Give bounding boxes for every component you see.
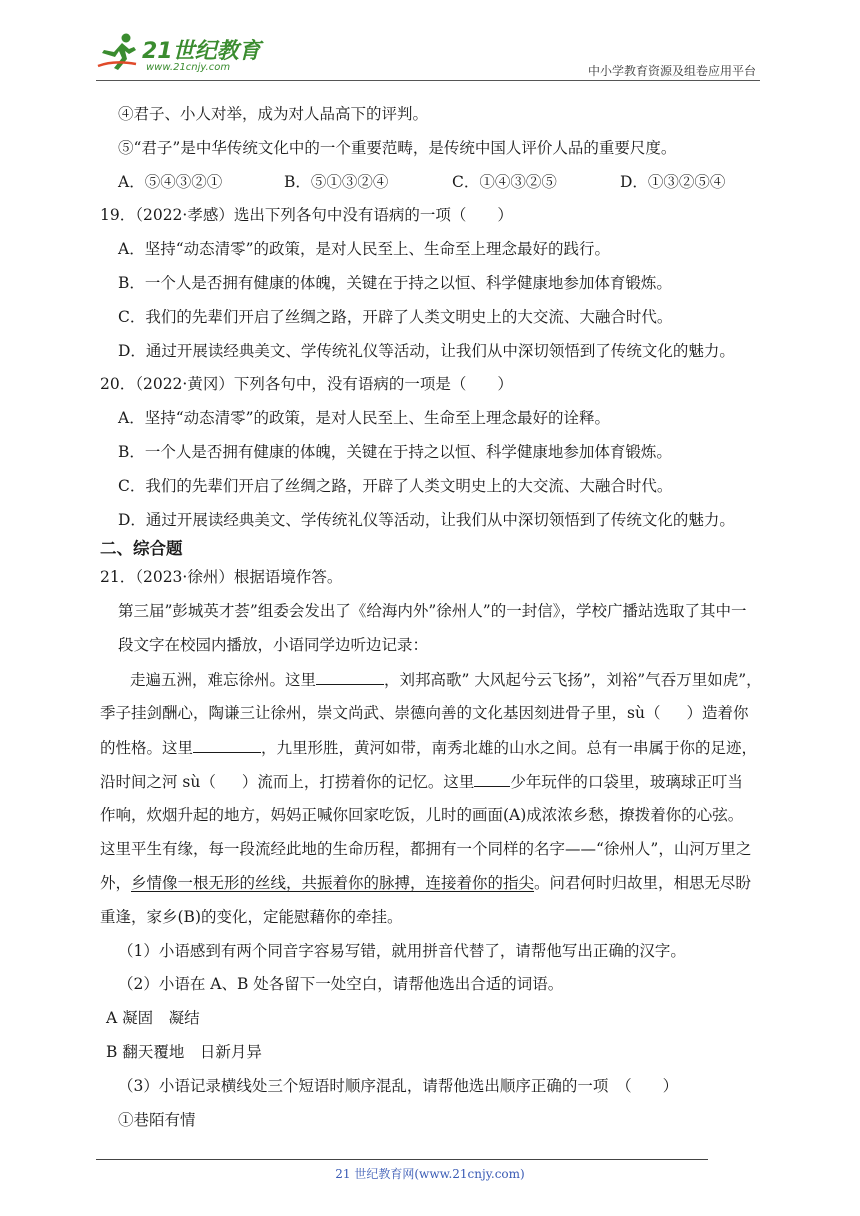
passage-text: 沿时间之河 sù（	[100, 773, 216, 791]
text-line: A．坚持“动态清零”的政策，是对人民至上、生命至上理念最好的诠释。	[118, 409, 611, 427]
logo-url-text: www.21cnjy.com	[146, 62, 231, 73]
passage-text: 的性格。这里	[100, 739, 194, 757]
passage-text: 。问君何时归故里，相思无尽盼	[534, 874, 752, 892]
passage-text: 外，	[100, 874, 132, 892]
footer-rule	[96, 1159, 708, 1160]
question-20: 20．（2022·黄冈）下列各句中，没有语病的一项是（ ）	[100, 375, 513, 393]
passage-line	[130, 668, 762, 691]
text-line: B．一个人是否拥有健康的体魄，关键在于持之以恒、科学健康地参加体育锻炼。	[118, 274, 672, 292]
option-d: D．①③②⑤④	[620, 173, 726, 191]
passage-text: 少年玩伴的口袋里，玻璃球正叮当	[510, 773, 743, 791]
passage-text: ）流而上，打捞着你的记忆。这里	[241, 773, 475, 791]
blank-line	[474, 770, 510, 787]
passage-text: ）造着你	[686, 704, 749, 722]
blank-line	[316, 668, 384, 685]
passage-text: ，九里形胜，黄河如带，南秀北雄的山水之间。总有一串属于你的足迹，	[261, 739, 758, 757]
choice-a: A 凝固 凝结	[106, 1009, 200, 1027]
option-b: B．⑤①③②④	[284, 173, 389, 191]
text-line: C．我们的先辈们开启了丝绸之路，开辟了人类文明史上的大交流、大融合时代。	[118, 308, 673, 326]
page-header	[0, 0, 860, 84]
sub-question-3: （3）小语记录横线处三个短语时顺序混乱，请帮他选出顺序正确的一项 （ ）	[118, 1077, 679, 1095]
passage-text: ，刘邦高歌” 大风起兮云飞扬”，刘裕”气吞万里如虎”，	[384, 671, 762, 689]
sub-question-1: （1）小语感到有两个同音字容易写错，就用拼音代替了，请帮他写出正确的汉字。	[118, 942, 686, 960]
text-line: 段文字在校园内播放，小语同学边听边记录：	[118, 636, 429, 654]
text-line: D．通过开展读经典美文、学传统礼仪等活动，让我们从中深切领悟到了传统文化的魅力。	[118, 511, 735, 529]
passage-line: 重逢，家乡(B)的变化，定能慰藉你的牵挂。	[100, 908, 403, 926]
text-line: C．我们的先辈们开启了丝绸之路，开辟了人类文明史上的大交流、大融合时代。	[118, 477, 673, 495]
platform-name: 中小学教育资源及组卷应用平台	[587, 64, 756, 78]
passage-line	[100, 736, 757, 759]
passage-text: 走遍五洲，难忘徐州。这里	[130, 671, 317, 689]
page-footer	[0, 1165, 860, 1182]
passage-line: 作响，炊烟升起的地方，妈妈正喊你回家吃饭，儿时的画面(A)成浓浓乡愁，撩拨着你的心弦。	[100, 806, 744, 824]
question-19: 19．（2022·孝感）选出下列各句中没有语病的一项（ ）	[100, 206, 513, 224]
passage-line: 这里平生有缘，每一段流经此地的生命历程，都拥有一个同样的名字——“徐州人”，山河万里之	[100, 840, 752, 858]
logo-brand-text: 21世纪教育	[142, 39, 261, 64]
passage-line	[100, 872, 751, 894]
header-rule	[96, 80, 760, 81]
option-c: C．①④③②⑤	[452, 173, 557, 191]
passage-text: 季子挂剑酬心，陶谦三让徐州，崇文尚武、崇德向善的文化基因刻进骨子里，sù（	[100, 704, 661, 722]
passage-line	[100, 770, 743, 793]
passage-line	[100, 702, 748, 724]
text-line: B．一个人是否拥有健康的体魄，关键在于持之以恒、科学健康地参加体育锻炼。	[118, 443, 672, 461]
footer-text: 21 世纪教育网(www.21cnjy.com)	[335, 1167, 525, 1181]
text-line: ⑤“君子”是中华传统文化中的一个重要范畴，是传统中国人评价人品的重要尺度。	[118, 139, 677, 157]
text-line: A．坚持“动态清零”的政策，是对人民至上、生命至上理念最好的践行。	[118, 240, 611, 258]
runner-logo-icon	[96, 32, 140, 72]
section-title: 二、综合题	[100, 539, 183, 558]
underlined-sentence: 乡情像一根无形的丝线，共振着你的脉搏，连接着你的指尖	[131, 874, 535, 892]
text-line: ④君子、小人对举，成为对人品高下的评判。	[118, 105, 429, 123]
logo	[96, 28, 266, 78]
text-line: D．通过开展读经典美文、学传统礼仪等活动，让我们从中深切领悟到了传统文化的魅力。	[118, 342, 735, 360]
sub-question-2: （2）小语在 A、B 处各留下一处空白，请帮他选出合适的词语。	[118, 975, 564, 993]
choice-b: B 翻天覆地 日新月异	[106, 1043, 262, 1061]
question-21: 21．（2023·徐州）根据语境作答。	[100, 568, 343, 586]
option-a: A．⑤④③②①	[118, 173, 223, 191]
blank-line	[193, 736, 261, 753]
text-line: 第三届”彭城英才荟”组委会发出了《给海内外”徐州人”的一封信》，学校广播站选取了其中一	[118, 602, 747, 620]
phrase-option: ①巷陌有情	[118, 1111, 196, 1129]
